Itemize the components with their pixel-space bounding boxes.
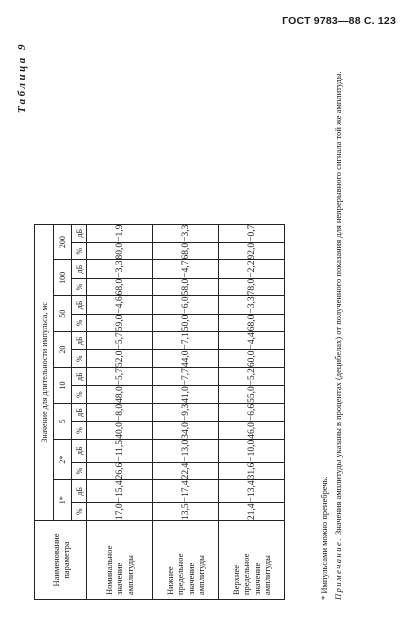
cell-percent: 59,0 [87, 314, 153, 332]
cell-percent: 31,6 [219, 462, 285, 480]
cell-db: −11,5 [87, 439, 153, 462]
unit-db-header: дБ [72, 439, 87, 462]
cell-db: −6,0 [153, 296, 219, 314]
rotated-content [2, 40, 412, 600]
cell-percent: 68,0 [153, 242, 219, 260]
cell-percent: 68,0 [219, 314, 285, 332]
duration-header: 2* [54, 439, 72, 480]
cell-percent: 17,0 [87, 503, 153, 521]
duration-header: 5 [54, 403, 72, 439]
note-label: Примечание. [333, 537, 343, 600]
cell-percent: 68,0 [87, 278, 153, 296]
cell-percent: 52,0 [87, 350, 153, 368]
cell-percent: 55,0 [219, 386, 285, 404]
cell-db: −3,3 [87, 260, 153, 278]
cell-percent: 34,0 [153, 422, 219, 440]
cell-percent: 48,0 [87, 386, 153, 404]
cell-percent: 50,0 [153, 314, 219, 332]
cell-db: −4,6 [87, 296, 153, 314]
duration-header: 10 [54, 368, 72, 404]
row-label: Нижнее предельное значение амплитуды [153, 521, 219, 600]
cell-db: −5,7 [87, 368, 153, 386]
table-caption: Таблица 9 [16, 42, 28, 114]
row-label: Верхнее предельное значение амплитуды [219, 521, 285, 600]
cell-db: −2,2 [219, 260, 285, 278]
cell-db: −1,9 [87, 224, 153, 242]
cell-percent: 26,6 [87, 462, 153, 480]
cell-db: −5,7 [87, 332, 153, 350]
cell-db: −13,0 [153, 439, 219, 462]
table-row [87, 224, 153, 599]
param-header: Наименование параметра [35, 521, 87, 600]
cell-percent: 44,0 [153, 350, 219, 368]
unit-db-header: дБ [72, 403, 87, 421]
table-body [87, 224, 285, 599]
note [332, 40, 344, 600]
unit-db-header: дБ [72, 296, 87, 314]
unit-db-header: дБ [72, 480, 87, 503]
unit-pct-header: % [72, 422, 87, 440]
cell-percent: 60,0 [219, 350, 285, 368]
cell-db: −17,4 [153, 480, 219, 503]
notes [318, 40, 346, 600]
cell-percent: 58,0 [153, 278, 219, 296]
cell-db: −15,4 [87, 480, 153, 503]
duration-header: 100 [54, 260, 72, 296]
unit-db-header: дБ [72, 332, 87, 350]
unit-db-header: дБ [72, 260, 87, 278]
duration-header: 200 [54, 224, 72, 260]
footnote: * Импульсами можно пренебречь. [319, 476, 329, 600]
cell-percent: 40,0 [87, 422, 153, 440]
cell-percent: 92,0 [219, 242, 285, 260]
cell-percent: 13,5 [153, 503, 219, 521]
table-row [219, 224, 285, 599]
cell-db: −3,3 [219, 296, 285, 314]
cell-percent: 22,4 [153, 462, 219, 480]
unit-pct-header: % [72, 314, 87, 332]
data-table [34, 224, 285, 600]
table-row [153, 224, 219, 599]
unit-db-header: дБ [72, 224, 87, 242]
cell-percent: 46,0 [219, 422, 285, 440]
row-label: Номинальное значение амплитуды [87, 521, 153, 600]
cell-db: −8,0 [87, 403, 153, 421]
page-header: ГОСТ 9783—88 С. 123 [282, 15, 396, 27]
cell-db: −4,4 [219, 332, 285, 350]
duration-header: 20 [54, 332, 72, 368]
cell-percent: 80,0 [87, 242, 153, 260]
unit-pct-header: % [72, 242, 87, 260]
unit-pct-header: % [72, 278, 87, 296]
cell-db: −10,0 [219, 439, 285, 462]
span-header: Значение для длительности импульса, мс [35, 224, 54, 520]
unit-pct-header: % [72, 350, 87, 368]
cell-db: −6,6 [219, 403, 285, 421]
cell-db: −13,4 [219, 480, 285, 503]
cell-db: −9,3 [153, 403, 219, 421]
duration-header: 1* [54, 480, 72, 521]
unit-pct-header: % [72, 462, 87, 480]
cell-percent: 21,4 [219, 503, 285, 521]
unit-pct-header: % [72, 503, 87, 521]
unit-db-header: дБ [72, 368, 87, 386]
cell-percent: 78,0 [219, 278, 285, 296]
cell-db: −0,7 [219, 224, 285, 242]
cell-db: −5,2 [219, 368, 285, 386]
note-text: Значения амплитуды указаны в процентах (децибелах) от полученного показания для непрерывного сигнала той же амплитуды. [333, 71, 343, 535]
cell-percent: 41,0 [153, 386, 219, 404]
cell-db: −4,7 [153, 260, 219, 278]
cell-db: −3,3 [153, 224, 219, 242]
unit-pct-header: % [72, 386, 87, 404]
duration-header: 50 [54, 296, 72, 332]
cell-db: −7,7 [153, 368, 219, 386]
cell-db: −7,1 [153, 332, 219, 350]
